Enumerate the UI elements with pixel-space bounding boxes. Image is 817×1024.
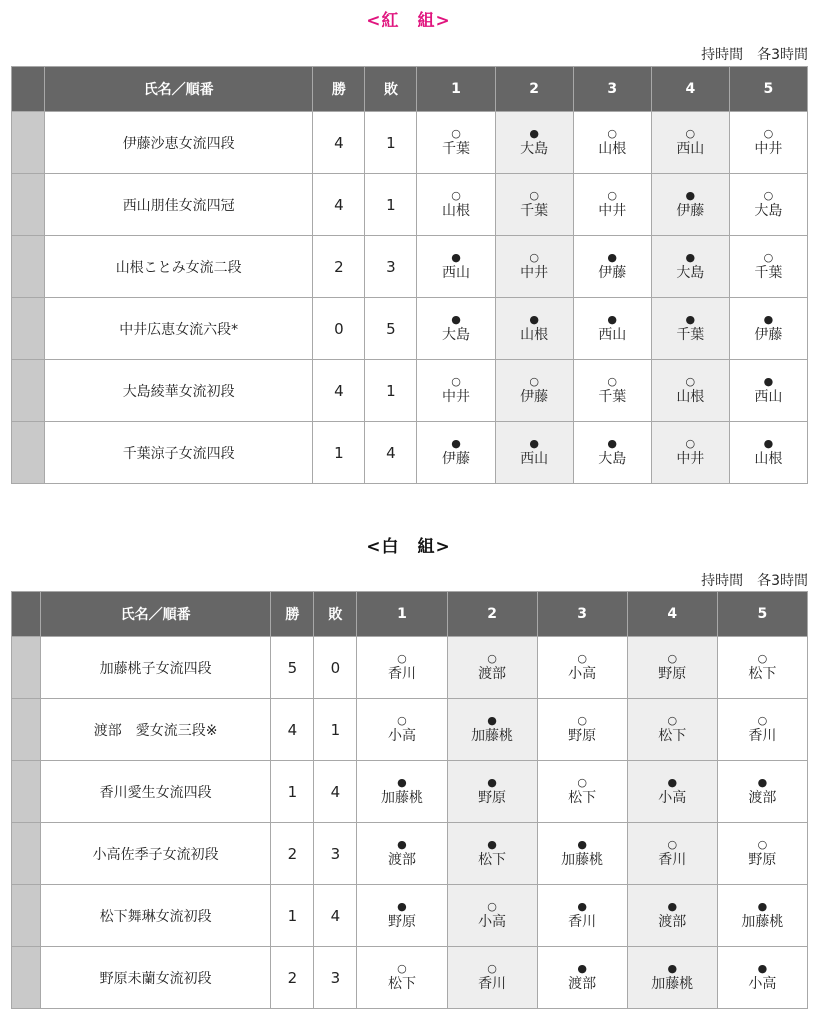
result-mark: ○ xyxy=(757,651,768,665)
white-header-round-3: 3 xyxy=(537,592,627,637)
opponent-name: 山根 xyxy=(442,202,471,219)
result-mark: ● xyxy=(487,713,497,727)
result-cell xyxy=(357,699,447,761)
result-cell xyxy=(417,298,495,360)
white-row-marker xyxy=(12,947,41,1009)
result-mark: ● xyxy=(487,837,497,851)
result-cell xyxy=(651,422,729,484)
result-mark: ● xyxy=(577,899,587,913)
player-name: 中井広恵女流六段* xyxy=(45,298,313,360)
result-cell xyxy=(537,699,627,761)
result-cell xyxy=(357,885,447,947)
result-mark: ● xyxy=(607,250,618,264)
white-player-row xyxy=(12,823,808,885)
result-cell xyxy=(417,236,495,298)
white-header-round-1: 1 xyxy=(357,592,447,637)
red-header-round-3: 3 xyxy=(573,67,651,112)
red-player-row xyxy=(12,298,808,360)
red-player-row xyxy=(12,174,808,236)
opponent-name: 西山 xyxy=(520,450,549,467)
opponent-name: 大島 xyxy=(442,326,471,343)
result-mark: ○ xyxy=(667,837,678,851)
win-count: 4 xyxy=(313,174,365,236)
white-group-title: <白 組> xyxy=(366,537,451,557)
result-cell xyxy=(495,112,573,174)
white-player-row xyxy=(12,761,808,823)
red-row-marker xyxy=(12,112,45,174)
white-header-name: 氏名／順番 xyxy=(41,592,271,637)
result-mark: ○ xyxy=(757,837,768,851)
opponent-name: 山根 xyxy=(754,450,783,467)
player-name: 渡部 愛女流三段※ xyxy=(41,699,271,761)
result-cell xyxy=(357,761,447,823)
result-mark: ○ xyxy=(487,899,497,913)
white-row-marker xyxy=(12,885,41,947)
player-name: 松下舞琳女流初段 xyxy=(41,885,271,947)
opponent-name: 中井 xyxy=(442,388,471,405)
result-mark: ● xyxy=(685,250,696,264)
result-mark: ● xyxy=(757,961,768,975)
result-cell xyxy=(717,823,807,885)
red-row-marker xyxy=(12,422,45,484)
win-count: 4 xyxy=(313,112,365,174)
loss-count: 3 xyxy=(314,947,357,1009)
opponent-name: 渡部 xyxy=(568,975,597,992)
result-mark: ● xyxy=(667,899,678,913)
opponent-name: 野原 xyxy=(387,913,416,930)
result-mark: ○ xyxy=(607,374,618,388)
player-name: 伊藤沙恵女流四段 xyxy=(45,112,313,174)
result-mark: ● xyxy=(685,188,696,202)
loss-count: 0 xyxy=(314,637,357,699)
result-mark: ● xyxy=(757,775,768,789)
white-header-round-4: 4 xyxy=(627,592,717,637)
loss-count: 1 xyxy=(365,174,417,236)
player-name: 西山朋佳女流四冠 xyxy=(45,174,313,236)
result-mark: ○ xyxy=(397,713,407,727)
red-player-row xyxy=(12,112,808,174)
player-name: 大島綾華女流初段 xyxy=(45,360,313,422)
opponent-name: 小高 xyxy=(748,975,777,992)
result-cell xyxy=(573,422,651,484)
opponent-name: 山根 xyxy=(520,326,549,343)
win-count: 4 xyxy=(313,360,365,422)
win-count: 1 xyxy=(313,422,365,484)
white-header-row xyxy=(12,592,808,637)
opponent-name: 渡部 xyxy=(478,665,507,682)
loss-count: 4 xyxy=(365,422,417,484)
opponent-name: 山根 xyxy=(598,140,627,157)
result-cell xyxy=(537,823,627,885)
opponent-name: 野原 xyxy=(568,727,597,744)
opponent-name: 山根 xyxy=(676,388,705,405)
opponent-name: 中井 xyxy=(754,140,783,157)
red-row-marker xyxy=(12,174,45,236)
result-cell xyxy=(417,174,495,236)
white-row-marker xyxy=(12,699,41,761)
result-mark: ○ xyxy=(685,126,696,140)
opponent-name: 渡部 xyxy=(658,913,687,930)
loss-count: 5 xyxy=(365,298,417,360)
result-cell xyxy=(717,637,807,699)
opponent-name: 小高 xyxy=(568,665,597,682)
loss-count: 1 xyxy=(314,699,357,761)
red-row-marker xyxy=(12,298,45,360)
opponent-name: 大島 xyxy=(754,202,783,219)
result-cell xyxy=(573,112,651,174)
result-mark: ○ xyxy=(397,651,407,665)
opponent-name: 中井 xyxy=(598,202,627,219)
result-cell xyxy=(447,761,537,823)
opponent-name: 大島 xyxy=(598,450,627,467)
loss-count: 3 xyxy=(314,823,357,885)
result-mark: ● xyxy=(397,899,407,913)
result-cell xyxy=(357,947,447,1009)
win-count: 0 xyxy=(313,298,365,360)
opponent-name: 千葉 xyxy=(676,326,705,343)
loss-count: 4 xyxy=(314,761,357,823)
result-cell xyxy=(573,360,651,422)
opponent-name: 千葉 xyxy=(598,388,627,405)
red-header-round-4: 4 xyxy=(651,67,729,112)
white-header-win: 勝 xyxy=(271,592,314,637)
opponent-name: 中井 xyxy=(676,450,705,467)
opponent-name: 野原 xyxy=(658,665,687,682)
result-cell xyxy=(417,422,495,484)
result-mark: ○ xyxy=(529,250,539,264)
result-cell xyxy=(729,422,807,484)
loss-count: 1 xyxy=(365,112,417,174)
result-mark: ● xyxy=(451,312,461,326)
result-cell xyxy=(573,236,651,298)
result-mark: ○ xyxy=(757,713,768,727)
result-mark: ● xyxy=(577,961,587,975)
result-mark: ○ xyxy=(763,126,774,140)
red-header-round-2: 2 xyxy=(495,67,573,112)
opponent-name: 千葉 xyxy=(442,140,471,157)
result-cell xyxy=(729,360,807,422)
opponent-name: 松下 xyxy=(748,665,777,682)
result-mark: ○ xyxy=(577,775,587,789)
opponent-name: 香川 xyxy=(387,665,416,682)
opponent-name: 加藤桃 xyxy=(380,789,423,806)
result-mark: ● xyxy=(577,837,587,851)
result-cell xyxy=(447,823,537,885)
white-time-limit-note: 持時間 各3時間 xyxy=(701,573,808,589)
result-cell xyxy=(729,112,807,174)
result-mark: ○ xyxy=(763,188,774,202)
white-header-loss: 敗 xyxy=(314,592,357,637)
result-cell xyxy=(573,174,651,236)
win-count: 5 xyxy=(271,637,314,699)
result-cell xyxy=(417,112,495,174)
result-mark: ○ xyxy=(451,188,461,202)
result-cell xyxy=(627,823,717,885)
opponent-name: 伊藤 xyxy=(520,388,549,405)
win-count: 1 xyxy=(271,885,314,947)
red-header-marker xyxy=(12,67,45,112)
opponent-name: 香川 xyxy=(478,975,507,992)
opponent-name: 野原 xyxy=(478,789,507,806)
result-cell xyxy=(717,761,807,823)
result-cell xyxy=(495,236,573,298)
result-cell xyxy=(357,823,447,885)
red-group-title: <紅 組> xyxy=(366,11,451,31)
result-cell xyxy=(495,360,573,422)
opponent-name: 渡部 xyxy=(748,789,777,806)
opponent-name: 千葉 xyxy=(520,202,549,219)
red-header-win: 勝 xyxy=(313,67,365,112)
result-mark: ○ xyxy=(685,436,696,450)
opponent-name: 松下 xyxy=(478,851,507,868)
result-cell xyxy=(729,174,807,236)
opponent-name: 渡部 xyxy=(387,851,416,868)
white-row-marker xyxy=(12,637,41,699)
opponent-name: 大島 xyxy=(520,140,549,157)
white-header-round-5: 5 xyxy=(717,592,807,637)
result-cell xyxy=(729,298,807,360)
opponent-name: 伊藤 xyxy=(676,202,705,219)
red-header-round-1: 1 xyxy=(417,67,495,112)
result-mark: ○ xyxy=(487,651,497,665)
result-mark: ● xyxy=(757,899,768,913)
white-player-row xyxy=(12,637,808,699)
result-mark: ● xyxy=(529,126,539,140)
result-mark: ● xyxy=(529,312,539,326)
result-cell xyxy=(729,236,807,298)
result-mark: ● xyxy=(667,775,678,789)
result-cell xyxy=(573,298,651,360)
opponent-name: 西山 xyxy=(598,326,627,343)
white-header-round-2: 2 xyxy=(447,592,537,637)
opponent-name: 西山 xyxy=(754,388,783,405)
result-cell xyxy=(717,885,807,947)
result-cell xyxy=(627,947,717,1009)
red-header-row xyxy=(12,67,808,112)
opponent-name: 大島 xyxy=(676,264,705,281)
result-cell xyxy=(447,699,537,761)
result-cell xyxy=(627,761,717,823)
result-cell xyxy=(717,947,807,1009)
win-count: 2 xyxy=(271,823,314,885)
red-row-marker xyxy=(12,236,45,298)
opponent-name: 伊藤 xyxy=(754,326,783,343)
player-name: 野原未蘭女流初段 xyxy=(41,947,271,1009)
red-player-row xyxy=(12,236,808,298)
result-cell xyxy=(627,699,717,761)
result-cell xyxy=(495,298,573,360)
result-mark: ○ xyxy=(487,961,497,975)
result-cell xyxy=(495,174,573,236)
red-header-loss: 敗 xyxy=(365,67,417,112)
result-cell xyxy=(357,637,447,699)
opponent-name: 加藤桃 xyxy=(561,851,604,868)
result-mark: ○ xyxy=(451,126,461,140)
win-count: 4 xyxy=(271,699,314,761)
opponent-name: 小高 xyxy=(658,789,687,806)
result-mark: ○ xyxy=(685,374,696,388)
opponent-name: 中井 xyxy=(520,264,549,281)
result-cell xyxy=(651,360,729,422)
loss-count: 1 xyxy=(365,360,417,422)
opponent-name: 香川 xyxy=(568,913,597,930)
loss-count: 3 xyxy=(365,236,417,298)
result-mark: ● xyxy=(667,961,678,975)
result-cell xyxy=(447,637,537,699)
opponent-name: 松下 xyxy=(658,727,687,744)
opponent-name: 野原 xyxy=(748,851,777,868)
red-header-round-5: 5 xyxy=(729,67,807,112)
result-mark: ○ xyxy=(577,651,587,665)
white-row-marker xyxy=(12,761,41,823)
player-name: 小高佐季子女流初段 xyxy=(41,823,271,885)
player-name: 山根ことみ女流二段 xyxy=(45,236,313,298)
result-mark: ● xyxy=(607,436,618,450)
result-mark: ○ xyxy=(667,713,678,727)
red-time-limit-note: 持時間 各3時間 xyxy=(701,47,808,63)
result-mark: ○ xyxy=(397,961,407,975)
result-cell xyxy=(537,947,627,1009)
result-cell xyxy=(495,422,573,484)
player-name: 千葉涼子女流四段 xyxy=(45,422,313,484)
opponent-name: 加藤桃 xyxy=(651,975,694,992)
white-player-row xyxy=(12,947,808,1009)
opponent-name: 加藤桃 xyxy=(741,913,784,930)
white-league-table xyxy=(11,591,808,1009)
result-cell xyxy=(447,947,537,1009)
result-mark: ○ xyxy=(529,188,539,202)
result-mark: ● xyxy=(451,250,461,264)
result-cell xyxy=(627,637,717,699)
result-mark: ● xyxy=(529,436,539,450)
result-mark: ● xyxy=(607,312,618,326)
win-count: 2 xyxy=(313,236,365,298)
result-cell xyxy=(627,885,717,947)
win-count: 1 xyxy=(271,761,314,823)
loss-count: 4 xyxy=(314,885,357,947)
result-cell xyxy=(651,174,729,236)
opponent-name: 小高 xyxy=(387,727,416,744)
red-header-name: 氏名／順番 xyxy=(45,67,313,112)
result-cell xyxy=(537,761,627,823)
result-mark: ● xyxy=(763,312,774,326)
result-mark: ● xyxy=(397,837,407,851)
result-cell xyxy=(651,298,729,360)
player-name: 加藤桃子女流四段 xyxy=(41,637,271,699)
result-mark: ● xyxy=(763,436,774,450)
result-cell xyxy=(447,885,537,947)
red-row-marker xyxy=(12,360,45,422)
result-mark: ○ xyxy=(577,713,587,727)
opponent-name: 松下 xyxy=(568,789,597,806)
result-cell xyxy=(537,885,627,947)
result-cell xyxy=(417,360,495,422)
opponent-name: 伊藤 xyxy=(598,264,627,281)
result-mark: ● xyxy=(451,436,461,450)
win-count: 2 xyxy=(271,947,314,1009)
opponent-name: 香川 xyxy=(658,851,687,868)
result-mark: ○ xyxy=(763,250,774,264)
result-mark: ● xyxy=(685,312,696,326)
result-mark: ○ xyxy=(607,188,618,202)
result-mark: ● xyxy=(763,374,774,388)
result-cell xyxy=(651,112,729,174)
opponent-name: 小高 xyxy=(478,913,507,930)
red-league-table xyxy=(11,66,808,484)
result-mark: ○ xyxy=(667,651,678,665)
opponent-name: 加藤桃 xyxy=(471,727,514,744)
result-mark: ○ xyxy=(451,374,461,388)
result-mark: ○ xyxy=(607,126,618,140)
opponent-name: 西山 xyxy=(676,140,705,157)
result-mark: ● xyxy=(397,775,407,789)
white-player-row xyxy=(12,699,808,761)
player-name: 香川愛生女流四段 xyxy=(41,761,271,823)
opponent-name: 松下 xyxy=(387,975,416,992)
white-row-marker xyxy=(12,823,41,885)
result-cell xyxy=(651,236,729,298)
opponent-name: 香川 xyxy=(748,727,777,744)
result-cell xyxy=(717,699,807,761)
red-player-row xyxy=(12,360,808,422)
white-player-row xyxy=(12,885,808,947)
opponent-name: 伊藤 xyxy=(442,450,471,467)
opponent-name: 千葉 xyxy=(754,264,783,281)
red-player-row xyxy=(12,422,808,484)
result-cell xyxy=(537,637,627,699)
result-mark: ● xyxy=(487,775,497,789)
opponent-name: 西山 xyxy=(442,264,471,281)
white-header-marker xyxy=(12,592,41,637)
result-mark: ○ xyxy=(529,374,539,388)
